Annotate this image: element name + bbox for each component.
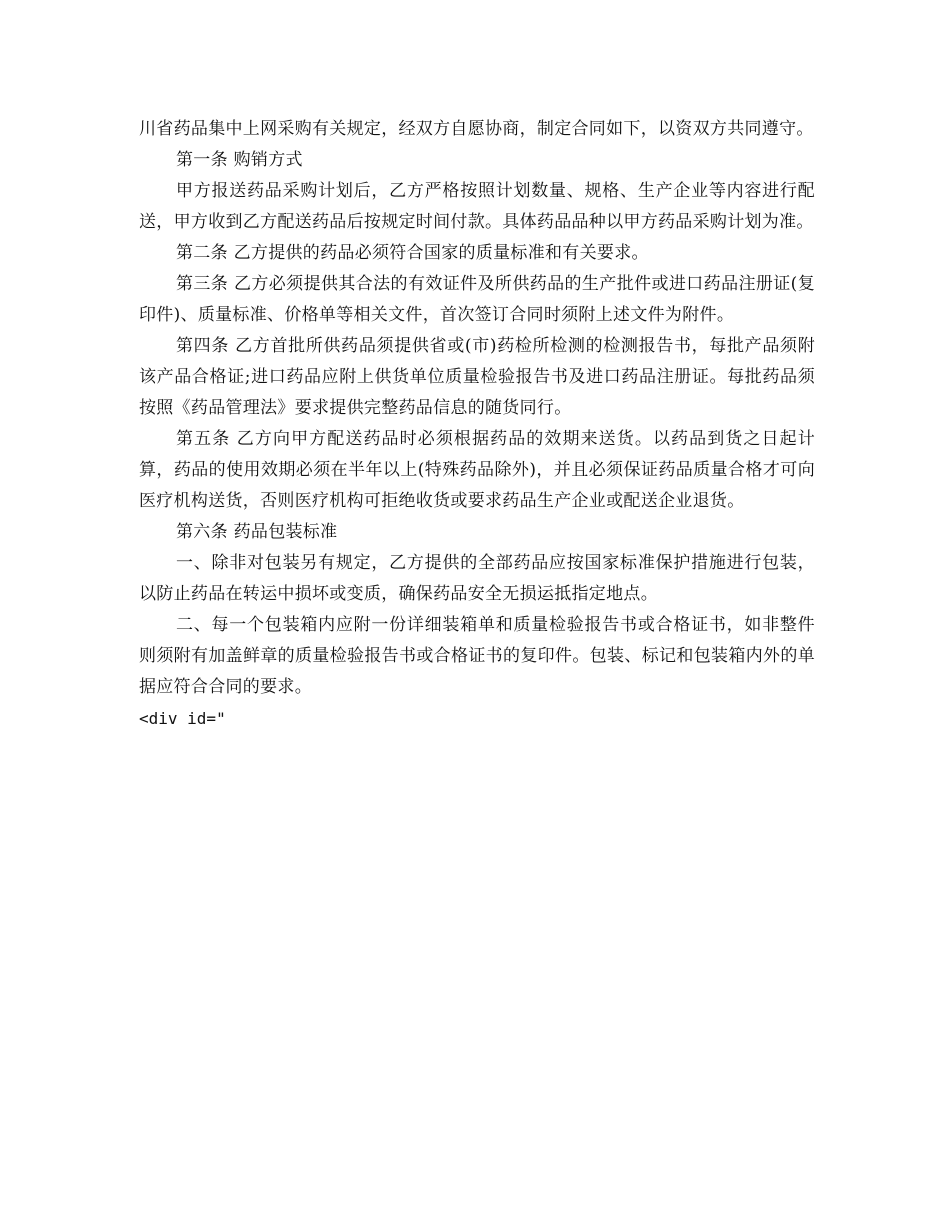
- html-fragment-text: <div id=": [139, 709, 226, 728]
- article-6-clause-1: 一、除非对包装另有规定，乙方提供的全部药品应按国家标准保护措施进行包装，以防止药品在转运中损坏或变质，确保药品安全无损运抵指定地点。: [139, 553, 815, 604]
- article-1-body: 甲方报送药品采购计划后，乙方严格按照计划数量、规格、生产企业等内容进行配送，甲方收到乙方配送药品后按规定时间付款。具体药品品种以甲方药品采购计划为准。: [139, 181, 815, 232]
- article-2: 第二条 乙方提供的药品必须符合国家的质量标准和有关要求。: [176, 243, 649, 263]
- article-3: 第三条 乙方必须提供其合法的有效证件及所供药品的生产批件或进口药品注册证(复印件)、质量标准、价格单等相关文件，首次签订合同时须附上述文件为附件。: [139, 274, 815, 325]
- article-1-heading: 第一条 购销方式: [176, 150, 303, 170]
- article-6-clause-2: 二、每一个包装箱内应附一份详细装箱单和质量检验报告书或合格证书，如非整件则须附有加盖鲜章的质量检验报告书或合格证书的复印件。包装、标记和包装箱内外的单据应符合合同的要求。: [139, 615, 815, 697]
- document-body: [139, 114, 815, 734]
- paragraph-continuation: 川省药品集中上网采购有关规定，经双方自愿协商，制定合同如下，以资双方共同遵守。: [139, 119, 814, 139]
- article-6-heading: 第六条 药品包装标准: [176, 522, 338, 542]
- article-5: 第五条 乙方向甲方配送药品时必须根据药品的效期来送货。以药品到货之日起计算，药品的使用效期必须在半年以上(特殊药品除外)，并且必须保证药品质量合格才可向医疗机构送货，否则医疗机构可拒绝收货或要求药品生产企业或配送企业退货。: [139, 429, 815, 511]
- article-4: 第四条 乙方首批所供药品须提供省或(市)药检所检测的检测报告书，每批产品须附该产品合格证;进口药品应附上供货单位质量检验报告书及进口药品注册证。每批药品须按照《药品管理法》要求提供完整药品信息的随货同行。: [139, 336, 815, 418]
